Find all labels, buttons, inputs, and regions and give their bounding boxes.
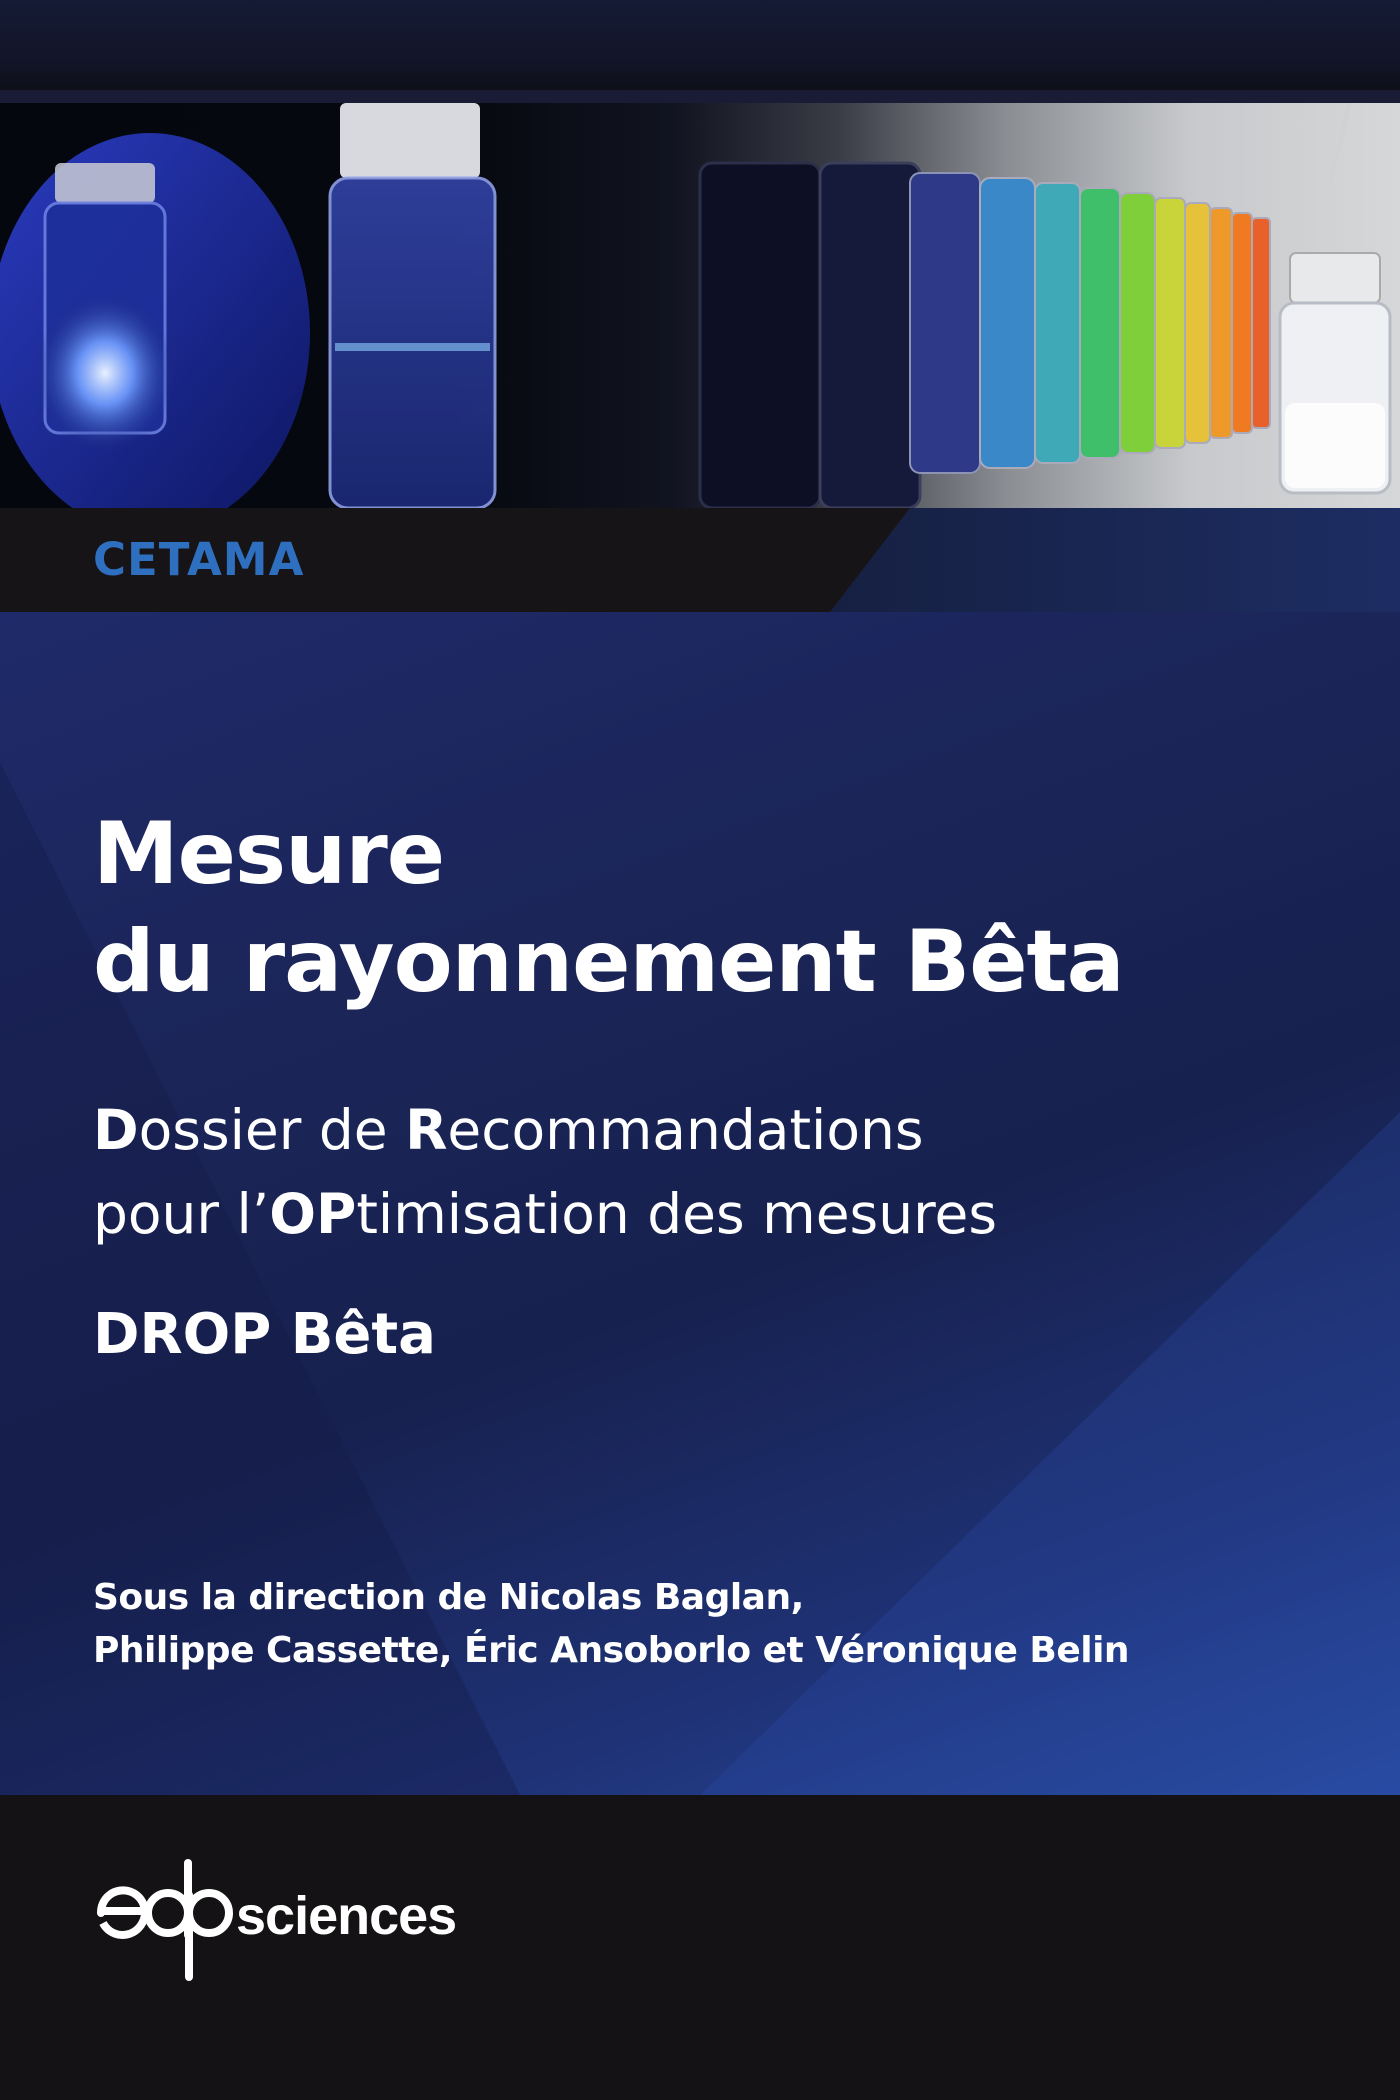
book-subtitle	[93, 1088, 997, 1256]
cover-photo-vials	[0, 103, 1400, 508]
series-label: CETAMA	[93, 533, 305, 586]
authors-line-1: Sous la direction de Nicolas Baglan,	[93, 1577, 804, 1618]
authors-line-2: Philippe Cassette, Éric Ansoborlo et Véronique Belin	[93, 1630, 1130, 1671]
short-title: DROP Bêta	[93, 1302, 436, 1367]
authors	[93, 1571, 1129, 1677]
title-line-2: du rayonnement Bêta	[93, 912, 1124, 1012]
title-line-1: Mesure	[93, 804, 445, 904]
edp-logo-mark	[93, 1855, 243, 1985]
subtitle-line-2	[93, 1172, 997, 1256]
subtitle-fragment: timisation des mesures	[356, 1182, 997, 1246]
subtitle-fragment: D	[93, 1098, 139, 1162]
publisher-logo	[93, 1855, 493, 1985]
subtitle-line-1	[93, 1088, 997, 1172]
subtitle-fragment: R	[405, 1098, 448, 1162]
publisher-name: sciences	[236, 1886, 457, 1946]
subtitle-fragment: OP	[269, 1182, 357, 1246]
subtitle-fragment: pour l’	[93, 1182, 270, 1246]
subtitle-fragment: ossier de	[138, 1098, 406, 1162]
top-strip	[0, 0, 1400, 90]
book-title	[93, 800, 1124, 1016]
subtitle-fragment: ecommandations	[447, 1098, 924, 1162]
